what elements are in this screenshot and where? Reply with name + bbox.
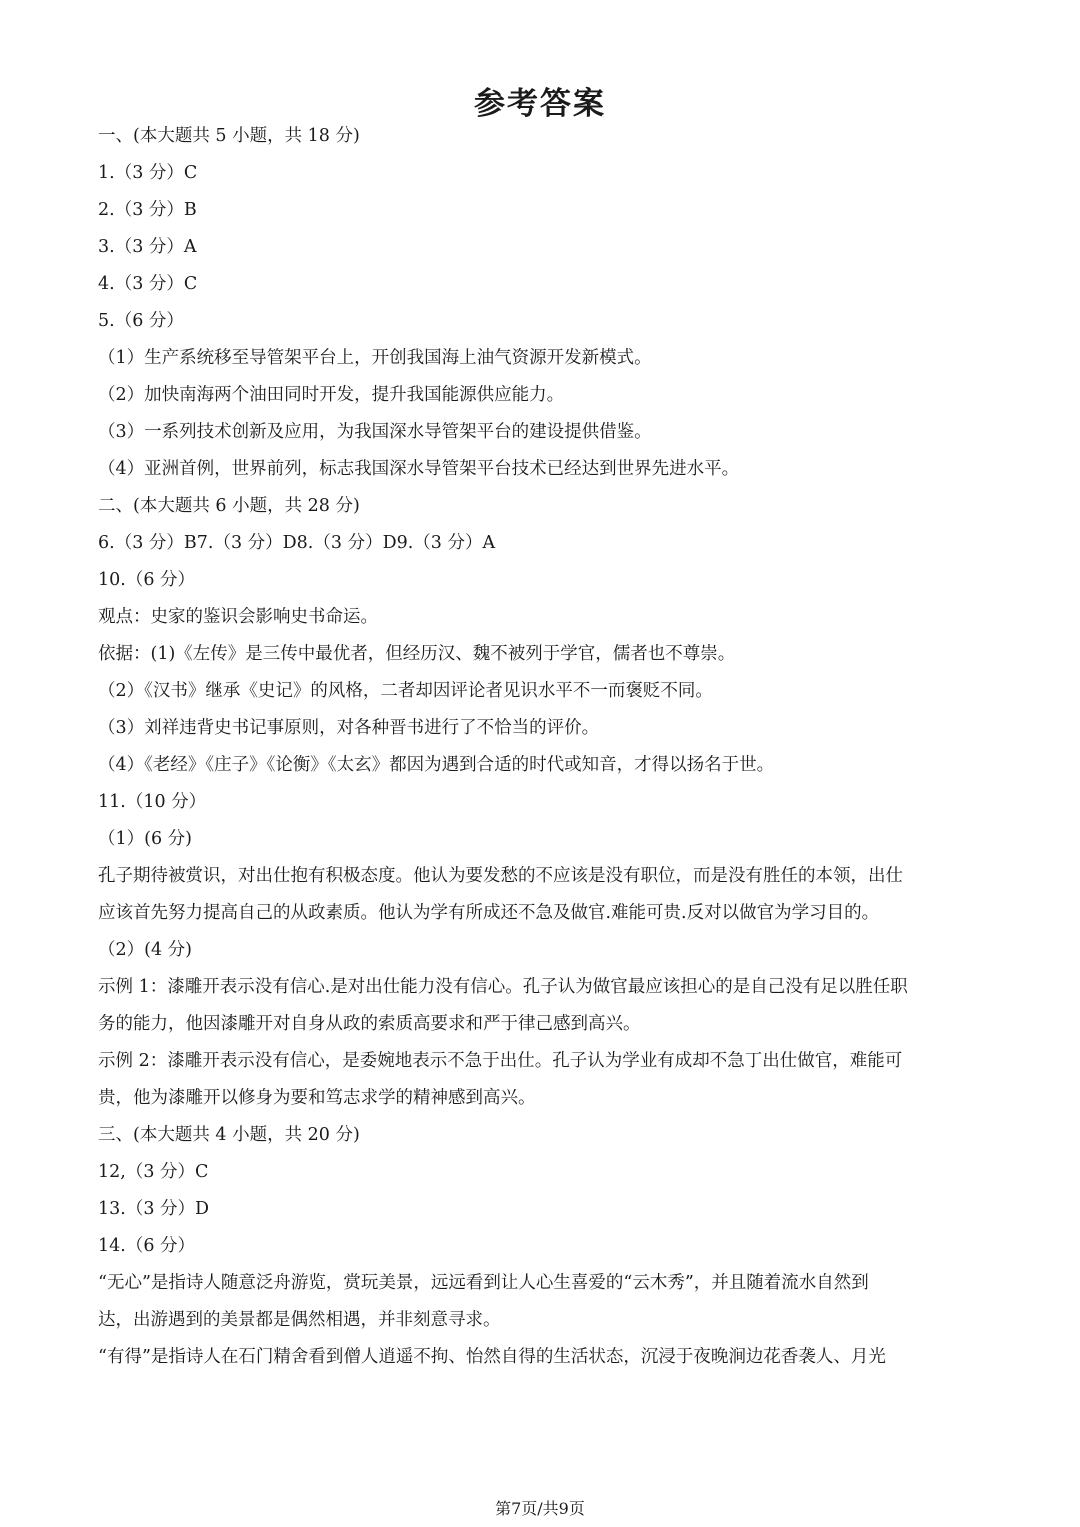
answer-line: 孔子期待被赏识，对出仕抱有积极态度。他认为要发愁的不应该是没有职位，而是没有胜任的本领，出仕 — [98, 866, 903, 886]
answer-line: （2）《汉书》继承《史记》的风格，二者却因评论者见识水平不一而褒贬不同。 — [98, 681, 713, 701]
answer-line: （2）(4 分) — [98, 940, 192, 960]
answer-line: 2.（3 分）B — [98, 200, 197, 220]
answer-line: 3.（3 分）A — [98, 237, 197, 257]
answer-line: “有得”是指诗人在石门精舍看到僧人逍遥不拘、怡然自得的生活状态，沉浸于夜晚涧边花香袭人、月光 — [98, 1347, 886, 1367]
answer-line: 务的能力，他因漆雕开对自身从政的索质高要求和严于律己感到高兴。 — [98, 1014, 641, 1034]
answer-line: 13.（3 分）D — [98, 1199, 210, 1219]
answer-line: （1）(6 分) — [98, 829, 192, 849]
answer-line: 1.（3 分）C — [98, 163, 198, 183]
section-heading: 二、(本大题共 6 小题，共 28 分) — [98, 496, 360, 516]
answer-line: 依据：(1)《左传》是三传中最优者，但经历汉、魏不被列于学官，儒者也不尊崇。 — [98, 644, 736, 664]
answer-line: （3）一系列技术创新及应用，为我国深水导管架平台的建设提供借鉴。 — [98, 422, 652, 442]
answer-content — [98, 118, 988, 1376]
answer-line: 14.（6 分） — [98, 1236, 196, 1256]
answer-line: 12,（3 分）C — [98, 1162, 209, 1182]
answer-line: （4）亚洲首例，世界前列，标志我国深水导管架平台技术已经达到世界先进水平。 — [98, 459, 740, 479]
answer-line: 4.（3 分）C — [98, 274, 198, 294]
answer-line: 6.（3 分）B7.（3 分）D8.（3 分）D9.（3 分）A — [98, 533, 496, 553]
answer-line: “无心”是指诗人随意泛舟游览，赏玩美景，远远看到让人心生喜爱的“云木秀”，并且随着流水自然到 — [98, 1273, 869, 1293]
page-title: 参考答案 — [474, 86, 606, 122]
answer-line: 5.（6 分） — [98, 311, 184, 331]
answer-line: （4）《老经》《庄子》《论衡》《太玄》都因为遇到合适的时代或知音，才得以扬名于世。 — [98, 755, 775, 775]
answer-line: （3）刘祥违背史书记事原则，对各种晋书进行了不恰当的评价。 — [98, 718, 600, 738]
answer-line: 观点：史家的鉴识会影响史书命运。 — [98, 607, 378, 627]
answer-line: 示例 1：漆雕开表示没有信心.是对出仕能力没有信心。孔子认为做官最应该担心的是自己没有足以胜任职 — [98, 977, 908, 997]
answer-line: （1）生产系统移至导管架平台上，开创我国海上油气资源开发新模式。 — [98, 348, 652, 368]
answer-line: 达，出游遇到的美景都是偶然相遇，并非刻意寻求。 — [98, 1310, 501, 1330]
answer-line: 应该首先努力提高自己的从政素质。他认为学有所成还不急及做官.难能可贵.反对以做官为学习目的。 — [98, 903, 880, 923]
answer-line: （2）加快南海两个油田同时开发，提升我国能源供应能力。 — [98, 385, 565, 405]
answer-line: 贵，他为漆雕开以修身为要和笃志求学的精神感到高兴。 — [98, 1088, 536, 1108]
answer-line: 11.（10 分） — [98, 792, 207, 812]
page-number: 第7页/共9页 — [495, 1499, 585, 1518]
answer-line: 示例 2：漆雕开表示没有信心，是委婉地表示不急于出仕。孔子认为学业有成却不急丁出仕做官，难能可 — [98, 1051, 903, 1071]
section-heading: 一、(本大题共 5 小题，共 18 分) — [98, 126, 360, 146]
answer-line: 10.（6 分） — [98, 570, 196, 590]
section-heading: 三、(本大题共 4 小题，共 20 分) — [98, 1125, 360, 1145]
